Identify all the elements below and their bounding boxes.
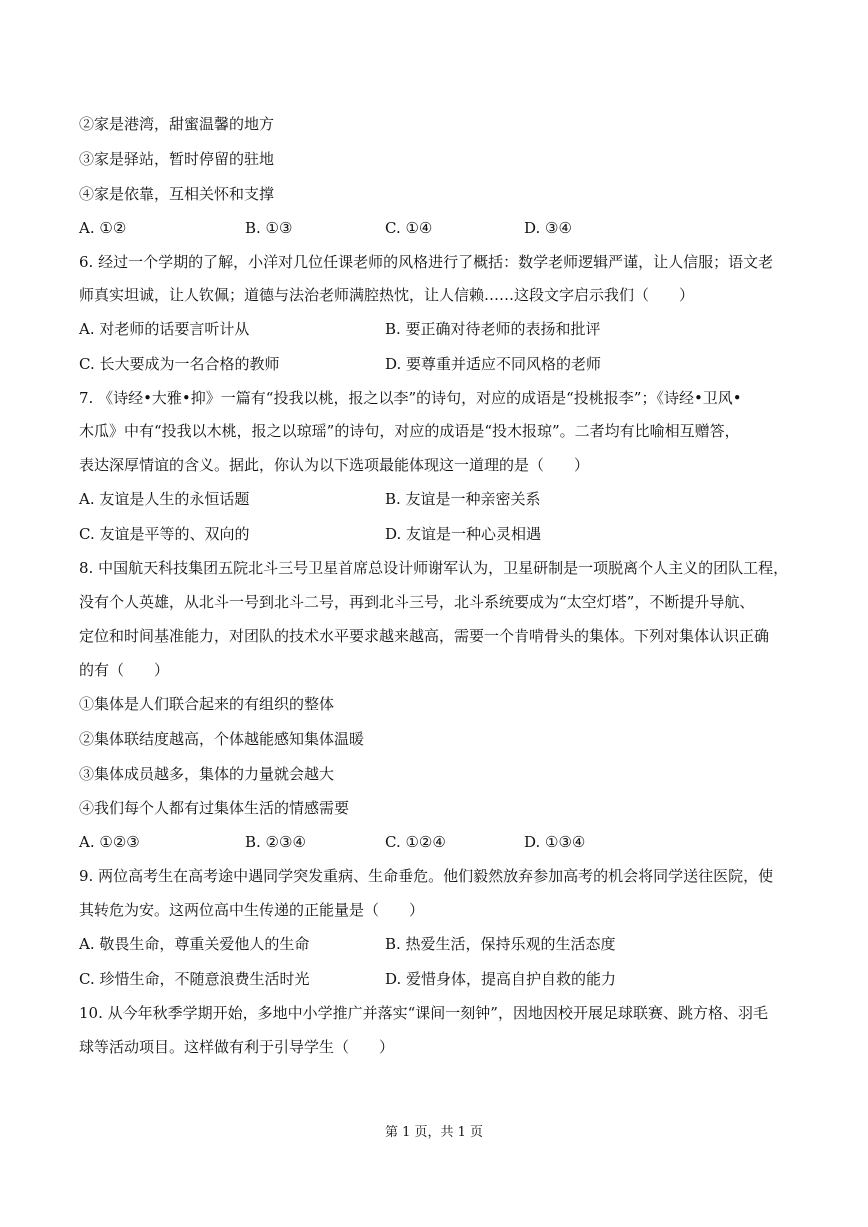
q9-option-c: C. 珍惜生命，不随意浪费生活时光 xyxy=(79,970,310,988)
q6-option-c: C. 长大要成为一名合格的教师 xyxy=(79,355,280,373)
q6-stem-line: 师真实坦诚，让人钦佩；道德与法治老师满腔热忱，让人信赖……这段文字启示我们（ ） xyxy=(79,286,695,304)
q8-stem-line: 定位和时间基准能力，对团队的技术水平要求越来越高，需要一个肯啃骨头的集体。下列对集体认识正确 xyxy=(79,627,770,645)
q7-option-c: C. 友谊是平等的、双向的 xyxy=(79,525,250,543)
q9-option-a: A. 敬畏生命，尊重关爱他人的生命 xyxy=(79,935,310,953)
q6-option-a: A. 对老师的话要言听计从 xyxy=(79,320,250,338)
q8-option-d: D. ①③④ xyxy=(524,833,586,851)
q6-option-d: D. 要尊重并适应不同风格的老师 xyxy=(385,355,602,373)
q5-option-b: B. ①③ xyxy=(245,219,293,237)
q8-option-b: B. ②③④ xyxy=(245,833,306,851)
q8-stem-line: 的有（ ） xyxy=(79,661,170,679)
q5-item-4: ④家是依靠，互相关怀和支撑 xyxy=(79,185,275,203)
q7-stem-line: 木瓜》中有“投我以木桃，报之以琼瑶”的诗句，对应的成语是“投木报琼”。二者均有比喻相互赠答， xyxy=(79,422,740,440)
q6-option-b: B. 要正确对待老师的表扬和批评 xyxy=(385,320,601,338)
q10-stem-line: 球等活动项目。这样做有利于引导学生（ ） xyxy=(79,1038,395,1056)
q5-option-d: D. ③④ xyxy=(524,219,572,237)
q8-option-a: A. ①②③ xyxy=(79,833,140,851)
q8-stem-line: 没有个人英雄，从北斗一号到北斗二号，再到北斗三号，北斗系统要成为“太空灯塔”，不断提升导航、 xyxy=(79,593,755,611)
q5-item-3: ③家是驿站，暂时停留的驻地 xyxy=(79,150,275,168)
q9-option-b: B. 热爱生活，保持乐观的生活态度 xyxy=(385,935,616,953)
q7-option-d: D. 友谊是一种心灵相遇 xyxy=(385,525,542,543)
q8-stem-line: 8. 中国航天科技集团五院北斗三号卫星首席总设计师谢军认为，卫星研制是一项脱离个人主义的团队工程， xyxy=(79,559,789,577)
q5-option-a: A. ①② xyxy=(79,219,127,237)
q8-item-2: ②集体联结度越高，个体越能感知集体温暖 xyxy=(79,730,365,748)
page-footer: 第 1 页，共 1 页 xyxy=(384,1125,484,1140)
q8-item-3: ③集体成员越多，集体的力量就会越大 xyxy=(79,765,335,783)
q7-stem-line: 表达深厚情谊的含义。据此，你认为以下选项最能体现这一道理的是（ ） xyxy=(79,456,590,474)
q9-option-d: D. 爱惜身体，提高自护自救的能力 xyxy=(385,970,617,988)
q10-stem-line: 10. 从今年秋季学期开始，多地中小学推广并落实“课间一刻钟”，因地因校开展足球联赛、跳方格、羽毛 xyxy=(79,1004,768,1022)
q7-option-a: A. 友谊是人生的永恒话题 xyxy=(79,490,250,508)
q8-item-4: ④我们每个人都有过集体生活的情感需要 xyxy=(79,799,350,817)
q9-stem-line: 其转危为安。这两位高中生传递的正能量是（ ） xyxy=(79,901,425,919)
q7-option-b: B. 友谊是一种亲密关系 xyxy=(385,490,541,508)
q8-option-c: C. ①②④ xyxy=(385,833,446,851)
q5-item-2: ②家是港湾，甜蜜温馨的地方 xyxy=(79,115,275,133)
q8-item-1: ①集体是人们联合起来的有组织的整体 xyxy=(79,695,335,713)
q5-option-c: C. ①④ xyxy=(385,219,433,237)
q9-stem-line: 9. 两位高考生在高考途中遇同学突发重病、生命垂危。他们毅然放弃参加高考的机会将同学送往医院，使 xyxy=(79,867,774,885)
q6-stem-line: 6. 经过一个学期的了解，小洋对几位任课老师的风格进行了概括：数学老师逻辑严谨，让人信服；语文老 xyxy=(79,253,774,271)
q7-stem-line: 7. 《诗经•大雅•抑》一篇有“投我以桃，报之以李”的诗句，对应的成语是“投桃报李”；《诗经•卫风• xyxy=(79,389,742,407)
